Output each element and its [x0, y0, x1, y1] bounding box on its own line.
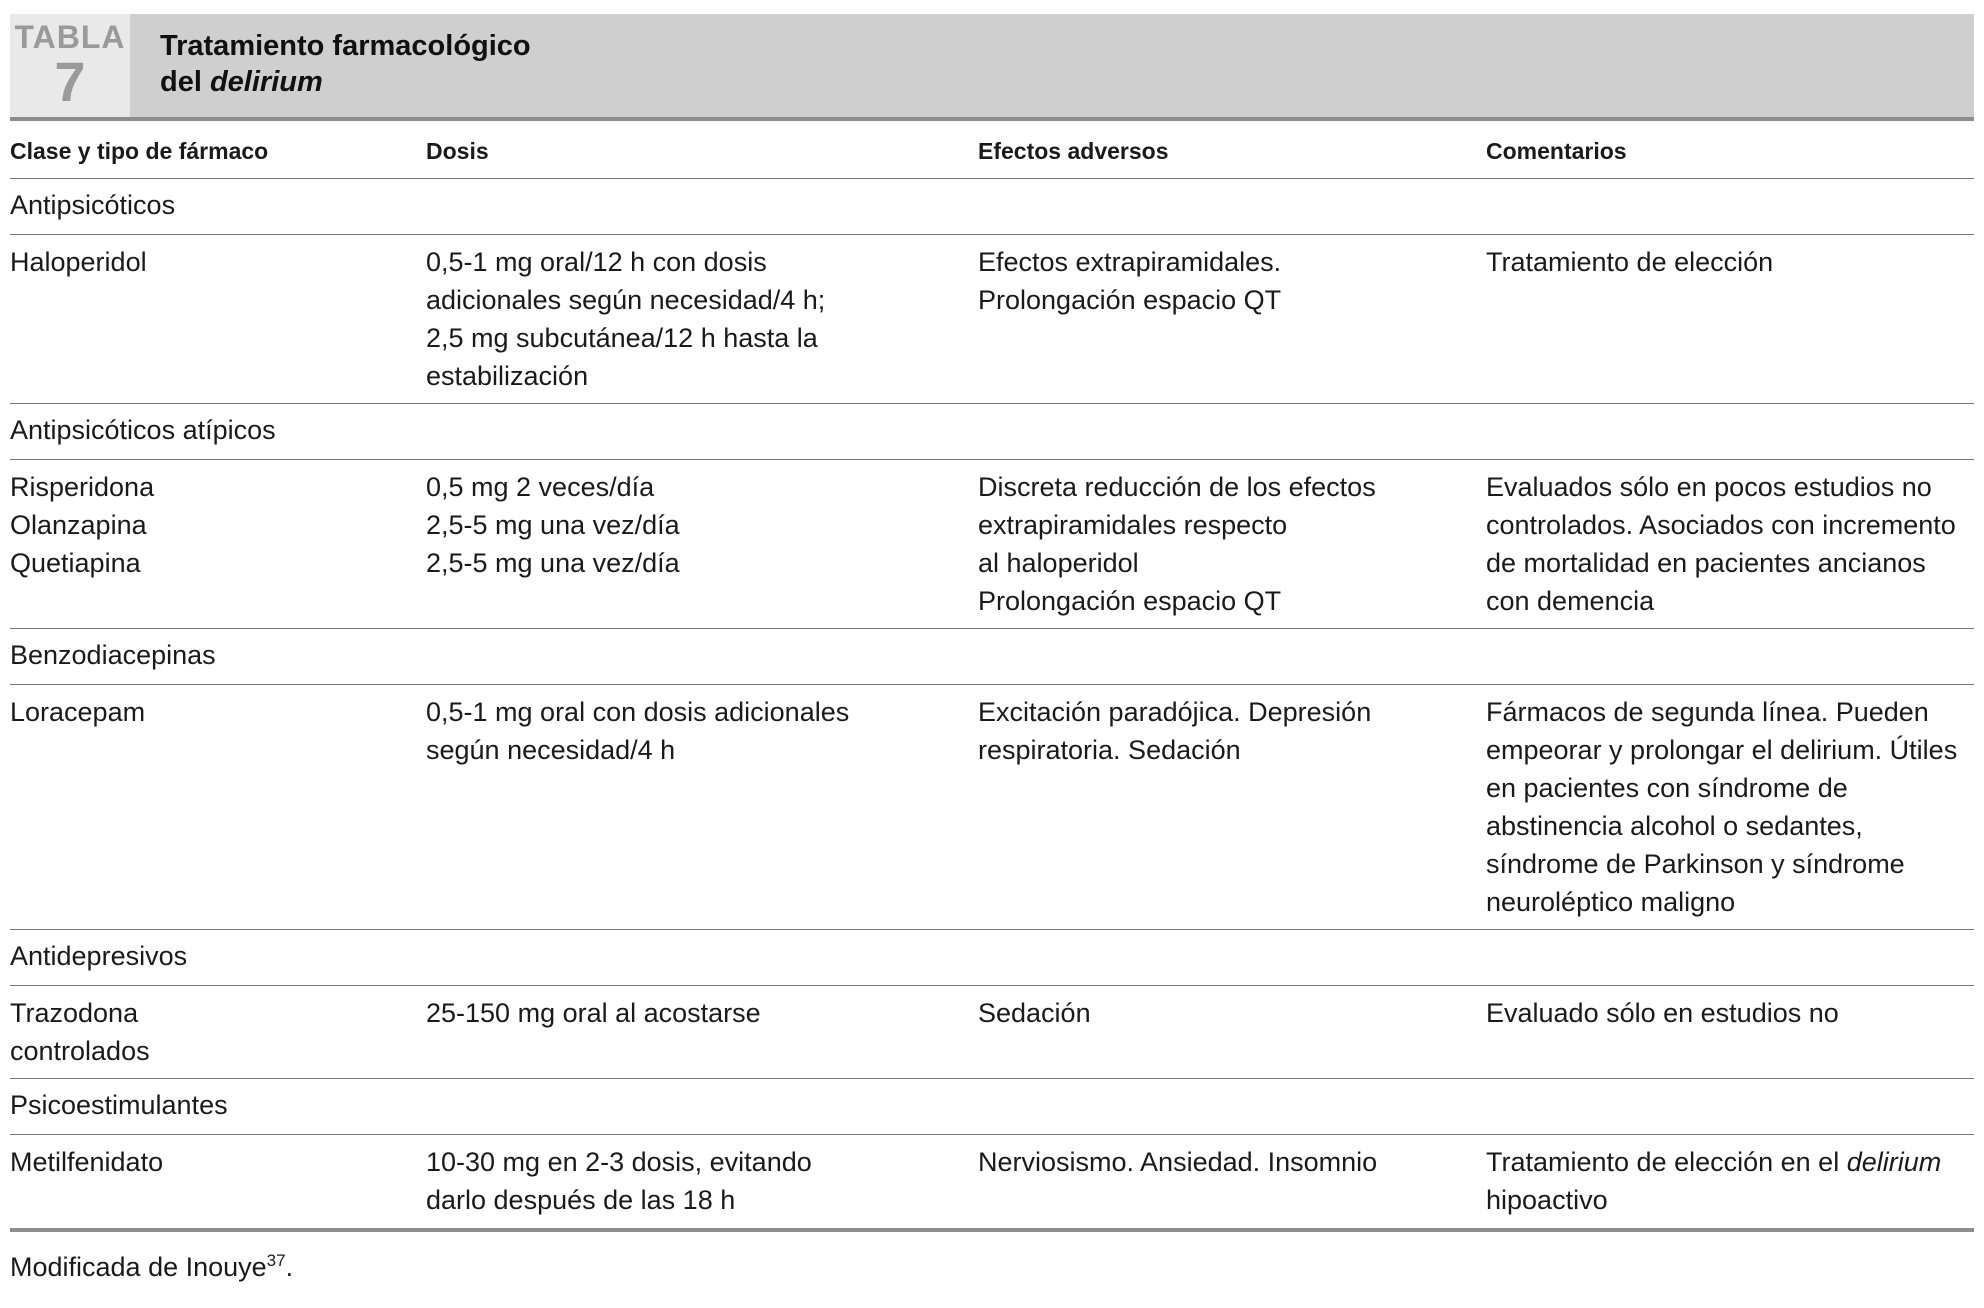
cell-line: Haloperidol [10, 247, 147, 277]
cell-line: 0,5-1 mg oral/12 h con dosis [426, 247, 767, 277]
cell-line: Metilfenidato [10, 1147, 164, 1177]
header-rule [10, 117, 1974, 121]
drug-cell [10, 235, 426, 404]
comment-prefix: Tratamiento de elección en el [1486, 1147, 1840, 1177]
cell-line: controlados. Asociados con incremento [1486, 510, 1956, 540]
cell-line: empeorar y prolongar el delirium. Útiles [1486, 735, 1958, 765]
drug-cell [10, 1135, 426, 1228]
cell-line: 2,5-5 mg una vez/día [426, 510, 680, 540]
cell-line: extrapiramidales respecto [978, 510, 1288, 540]
effects-cell [978, 235, 1486, 404]
effects-cell [978, 986, 1486, 1079]
cell-line: 10-30 mg en 2-3 dosis, evitando [426, 1147, 812, 1177]
category-row [10, 629, 1974, 685]
cell-line: estabilización [426, 361, 589, 391]
category-row [10, 179, 1974, 235]
col-header-class: Clase y tipo de fármaco [10, 124, 426, 179]
cell-line: Prolongación espacio QT [978, 285, 1282, 315]
table-row [10, 1135, 1974, 1228]
dose-cell [426, 460, 978, 629]
cell-line: con demencia [1486, 586, 1655, 616]
tabla-label: TABLA [14, 19, 126, 55]
comments-cell [1486, 685, 1974, 930]
cell-line: al haloperidol [978, 548, 1139, 578]
cell-line: Sedación [978, 998, 1091, 1028]
bottom-rule [10, 1228, 1974, 1232]
cell-line: abstinencia alcohol o sedantes, [1486, 811, 1863, 841]
cell-line: 2,5-5 mg una vez/día [426, 548, 680, 578]
comments-cell [1486, 1135, 1974, 1228]
cell-line: adicionales según necesidad/4 h; [426, 285, 826, 315]
comments-cell [1486, 986, 1974, 1079]
cell-line: Evaluados sólo en pocos estudios no [1486, 472, 1932, 502]
cell-line: 2,5 mg subcutánea/12 h hasta la [426, 323, 818, 353]
cell-line: Trazodona [10, 998, 139, 1028]
title-line-1: Tratamiento farmacológico [160, 30, 531, 62]
cell-line: en pacientes con síndrome de [1486, 773, 1848, 803]
column-header-row [10, 124, 1974, 179]
title-prefix: del [160, 66, 202, 98]
title-italic: delirium [209, 66, 323, 98]
cell-line: hipoactivo [1486, 1185, 1608, 1215]
table-title [130, 14, 1974, 120]
table-row [10, 986, 1974, 1079]
cell-line: Loracepam [10, 697, 146, 727]
cell-line: darlo después de las 18 h [426, 1185, 736, 1215]
col-header-effects: Efectos adversos [978, 124, 1486, 179]
category-label: Antipsicóticos atípicos [10, 404, 1974, 460]
cell-line: Efectos extrapiramidales. [978, 247, 1282, 277]
category-row [10, 930, 1974, 986]
cell-line: controlados [10, 1036, 150, 1066]
drug-table [10, 124, 1974, 1227]
table-row [10, 460, 1974, 629]
cell-line: Tratamiento de elección [1486, 247, 1774, 277]
cell-line: de mortalidad en pacientes ancianos [1486, 548, 1926, 578]
effects-cell [978, 685, 1486, 930]
footnote-reference: 37 [266, 1251, 286, 1270]
drug-cell [10, 460, 426, 629]
col-header-dose: Dosis [426, 124, 978, 179]
cell-line: 25-150 mg oral al acostarse [426, 998, 761, 1028]
cell-line: Discreta reducción de los efectos [978, 472, 1376, 502]
cell-line: respiratoria. Sedación [978, 735, 1241, 765]
tabla-number: 7 [54, 50, 86, 113]
cell-line: Nerviosismo. Ansiedad. Insomnio [978, 1147, 1378, 1177]
comments-cell [1486, 235, 1974, 404]
category-label: Antipsicóticos [10, 179, 1974, 235]
category-row [10, 1079, 1974, 1135]
cell-line: 0,5 mg 2 veces/día [426, 472, 655, 502]
cell-line: síndrome de Parkinson y síndrome [1486, 849, 1905, 879]
comment-italic: delirium [1846, 1147, 1942, 1177]
cell-line: 0,5-1 mg oral con dosis adicionales [426, 697, 850, 727]
cell-line: Prolongación espacio QT [978, 586, 1282, 616]
cell-line: Excitación paradójica. Depresión [978, 697, 1372, 727]
table-row [10, 235, 1974, 404]
dose-cell [426, 986, 978, 1079]
category-row [10, 404, 1974, 460]
footnote-text: Modificada de Inouye [10, 1252, 267, 1282]
category-label: Psicoestimulantes [10, 1079, 1974, 1135]
dose-cell [426, 685, 978, 930]
dose-cell [426, 1135, 978, 1228]
cell-line: Fármacos de segunda línea. Pueden [1486, 697, 1929, 727]
cell-line: según necesidad/4 h [426, 735, 676, 765]
drug-cell [10, 986, 426, 1079]
cell-line: Evaluado sólo en estudios no [1486, 998, 1839, 1028]
col-header-comments: Comentarios [1486, 124, 1974, 179]
comments-cell [1486, 460, 1974, 629]
drug-cell [10, 685, 426, 930]
cell-line: Quetiapina [10, 548, 141, 578]
cell-line: Risperidona [10, 472, 155, 502]
effects-cell [978, 460, 1486, 629]
category-label: Benzodiacepinas [10, 629, 1974, 685]
table-header [10, 14, 1974, 120]
cell-line [1486, 1143, 1974, 1181]
cell-line: neuroléptico maligno [1486, 887, 1736, 917]
effects-cell [978, 1135, 1486, 1228]
footnote [10, 1252, 293, 1283]
category-label: Antidepresivos [10, 930, 1974, 986]
table-number-box [10, 14, 130, 120]
title-line-2 [160, 66, 323, 99]
footnote-suffix: . [285, 1252, 294, 1282]
dose-cell [426, 235, 978, 404]
table-row [10, 685, 1974, 930]
cell-line: Olanzapina [10, 510, 147, 540]
